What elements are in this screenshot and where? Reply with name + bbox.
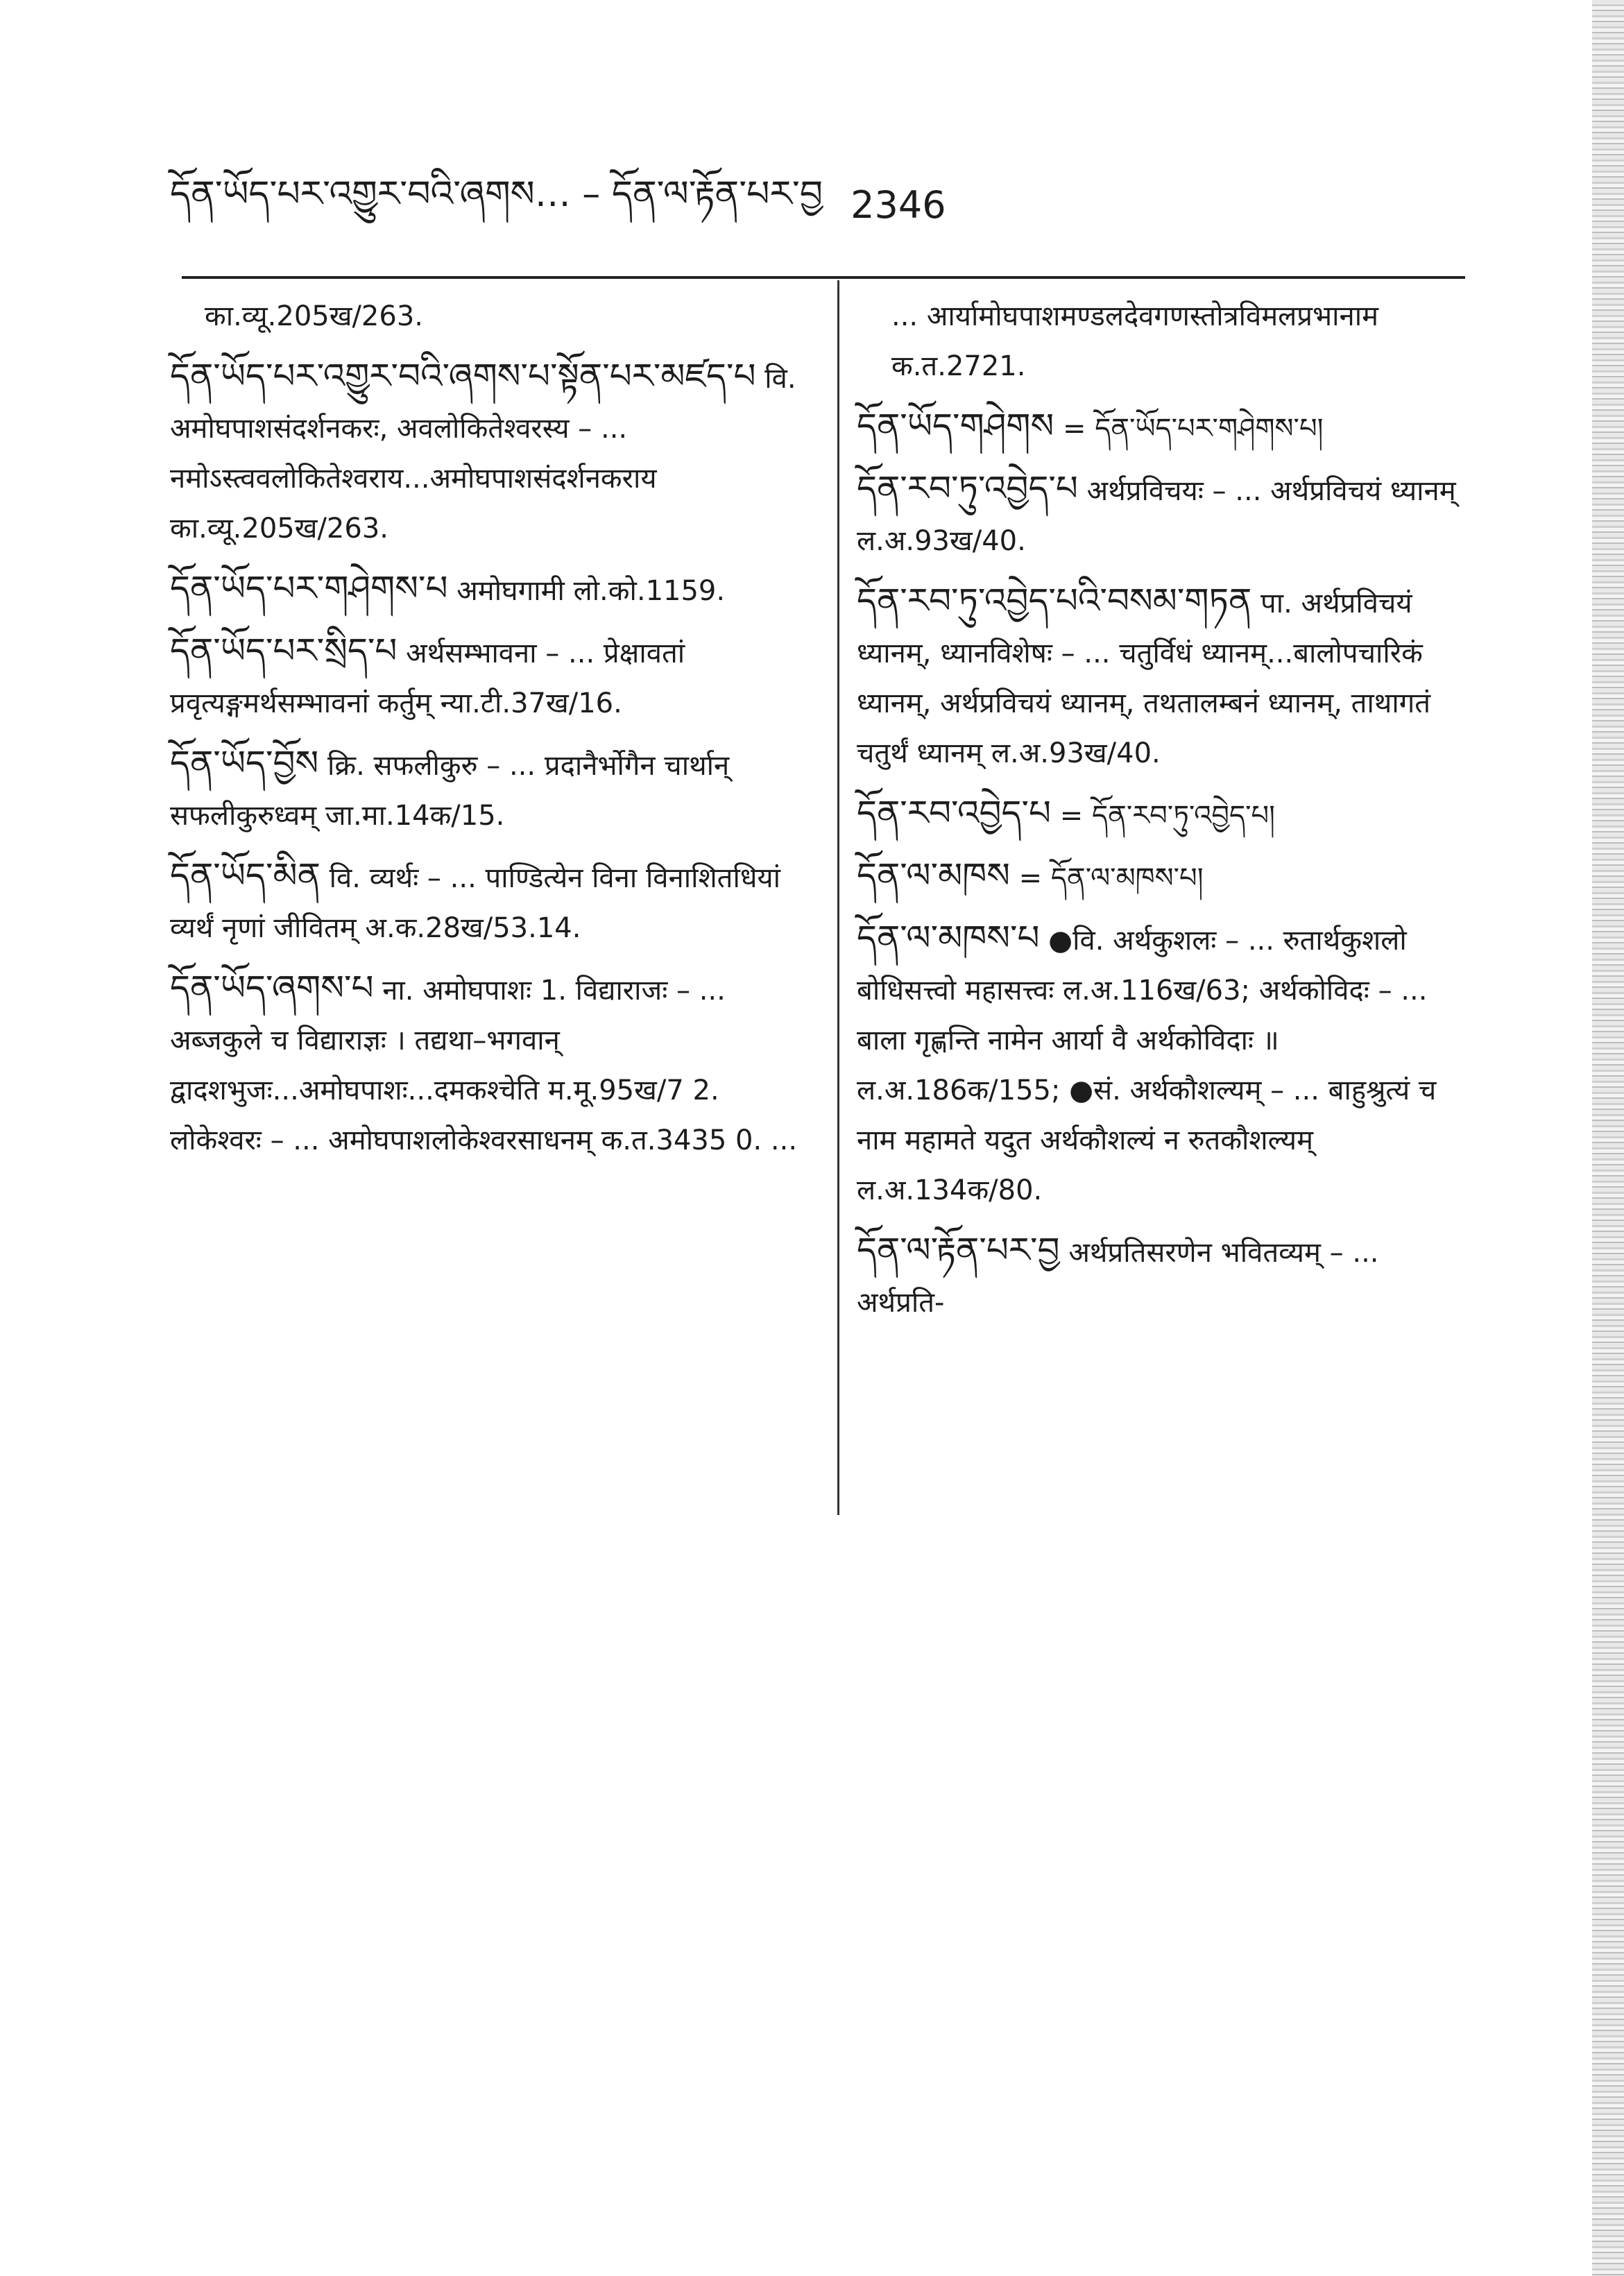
- left-column: [170, 291, 819, 1175]
- entry-definition: ... आर्यामोघपाशमण्डलदेवगणस्तोत्रविमलप्रभानाम क.त.2721.: [891, 300, 1379, 382]
- entry-headword: དོན་ལ་མཁས: [857, 855, 1010, 896]
- dictionary-entry: [857, 1225, 1464, 1328]
- dictionary-entry: [857, 291, 1464, 391]
- entry-definition: वि. अमोघपाशसंदर्शनकरः, अवलोकितेश्वरस्य – ... नमोऽस्त्ववलोकितेश्वराय...अमोघपाशसंदर्शनकराय का.व्यू.205ख/263.: [170, 363, 796, 545]
- running-title: དོན་ཡོད་པར་འགྱུར་བའི་ཞགས… – དོན་ལ་རྟོན་པར་བྱ: [170, 173, 823, 215]
- dictionary-entry: [857, 401, 1464, 454]
- dictionary-entry: [170, 351, 819, 554]
- dictionary-entry: [170, 563, 819, 616]
- entry-definition: = དོན་རབ་ཏུ་འབྱེད་པ།: [1059, 800, 1276, 832]
- entry-definition: क्रि. सफलीकुरु – ... प्रदानैर्भोगैन चार्थान् सफलीकुरुध्वम् जा.मा.14क/15.: [170, 750, 730, 832]
- page-number: 2346: [851, 182, 946, 227]
- dictionary-entry: [857, 913, 1464, 1215]
- entry-definition: अर्थप्रविचयः – ... अर्थप्रविचयं ध्यानम् ल.अ.93ख/40.: [857, 475, 1456, 557]
- entry-headword: དོན་ཡོད་པར་སྲིད་པ: [170, 631, 398, 671]
- dictionary-entry: [857, 576, 1464, 778]
- entry-headword: དོན་ལ་རྟོན་པར་བྱ: [857, 1230, 1060, 1270]
- entry-definition: का.व्यू.205ख/263.: [205, 300, 423, 332]
- entry-headword: དོན་ཡོད་གཤེགས: [857, 406, 1054, 446]
- dictionary-entry: [170, 850, 819, 953]
- dictionary-entry: [857, 788, 1464, 841]
- entry-headword: དོན་ཡོད་པར་འགྱུར་བའི་ཞགས་པ་སྟོན་པར་མཛད་པ: [170, 356, 756, 396]
- entry-definition: पा. अर्थप्रविचयं ध्यानम्, ध्यानविशेषः – ... चतुर्विधं ध्यानम्...बालोपचारिकं ध्यानम्, अर्थप्रविचयं ध्यानम्, तथतालम्बनं ध्यानम्, ताथागतं चतुर्थं ध्यानम् ल.अ.93ख/40.: [857, 588, 1431, 769]
- entry-definition: ●वि. अर्थकुशलः – ... रुतार्थकुशलो बोधिसत्त्वो महासत्त्वः ल.अ.116ख/63; अर्थकोविदः – ... बाला गृह्णन्ति नामेन आर्या वै अर्थकोविदाः ॥ ल.अ.186क/155; ●सं. अर्थकौशल्यम् – ... बाहुश्रुत्यं च नाम महामते यदुत अर्थकौशल्यं न रुतकौशल्यम् ल.अ.134क/80.: [857, 925, 1437, 1206]
- entry-headword: དོན་རབ་ཏུ་འབྱེད་པའི་བསམ་གཏན: [857, 581, 1252, 621]
- right-column: [857, 291, 1464, 1337]
- header-rule: [182, 276, 1465, 279]
- entry-definition: वि. व्यर्थः – ... पाण्डित्येन विना विनाशितधियां व्यर्थं नृणां जीवितम् अ.क.28ख/53.14.: [170, 862, 780, 944]
- entry-headword: དོན་ལ་མཁས་པ: [857, 918, 1040, 958]
- entry-definition: अर्थप्रतिसरणेन भवितव्यम् – ... अर्थप्रति-: [857, 1237, 1379, 1319]
- entry-headword: དོན་ཡོད་བྱོས: [170, 743, 319, 783]
- entry-headword: དོན་ཡོད་ཞགས་པ: [170, 968, 374, 1008]
- dictionary-entry: [170, 291, 819, 341]
- entry-headword: དོན་རབ་ཏུ་འབྱེད་པ: [857, 468, 1078, 508]
- entry-definition: अमोघगामी लो.को.1159.: [456, 575, 726, 607]
- dictionary-entry: [170, 963, 819, 1165]
- running-header: [170, 166, 1488, 243]
- column-divider: [837, 280, 839, 1515]
- entry-headword: དོན་རབ་འབྱེད་པ: [857, 793, 1052, 833]
- scan-edge: [1592, 0, 1624, 2276]
- entry-definition: ना. अमोघपाशः 1. विद्याराजः – ... अब्जकुले च विद्याराज्ञः । तद्यथा–भगवान् द्वादशभुजः...अमोघपाशः...दमकश्चेति म.मू.95ख/7 2. लोकेश्वरः – ... अमोघपाशलोकेश्वरसाधनम् क.त.3435 0. ...: [170, 975, 798, 1156]
- dictionary-entry: [857, 463, 1464, 566]
- entry-headword: དོན་ཡོད་མིན: [170, 855, 320, 896]
- dictionary-entry: [170, 738, 819, 841]
- entry-definition: अर्थसम्भावना – ... प्रेक्षावतां प्रवृत्यङ्गमर्थसम्भावनां कर्तुम् न्या.टी.37ख/16.: [170, 638, 685, 719]
- entry-headword: དོན་ཡོད་པར་གཤེགས་པ: [170, 568, 448, 608]
- entry-definition: = དོན་ལ་མཁས་པ།: [1018, 862, 1204, 894]
- dictionary-entry: [857, 850, 1464, 903]
- dictionary-entry: [170, 626, 819, 728]
- entry-definition: = དོན་ཡོད་པར་གཤེགས་པ།: [1062, 413, 1324, 445]
